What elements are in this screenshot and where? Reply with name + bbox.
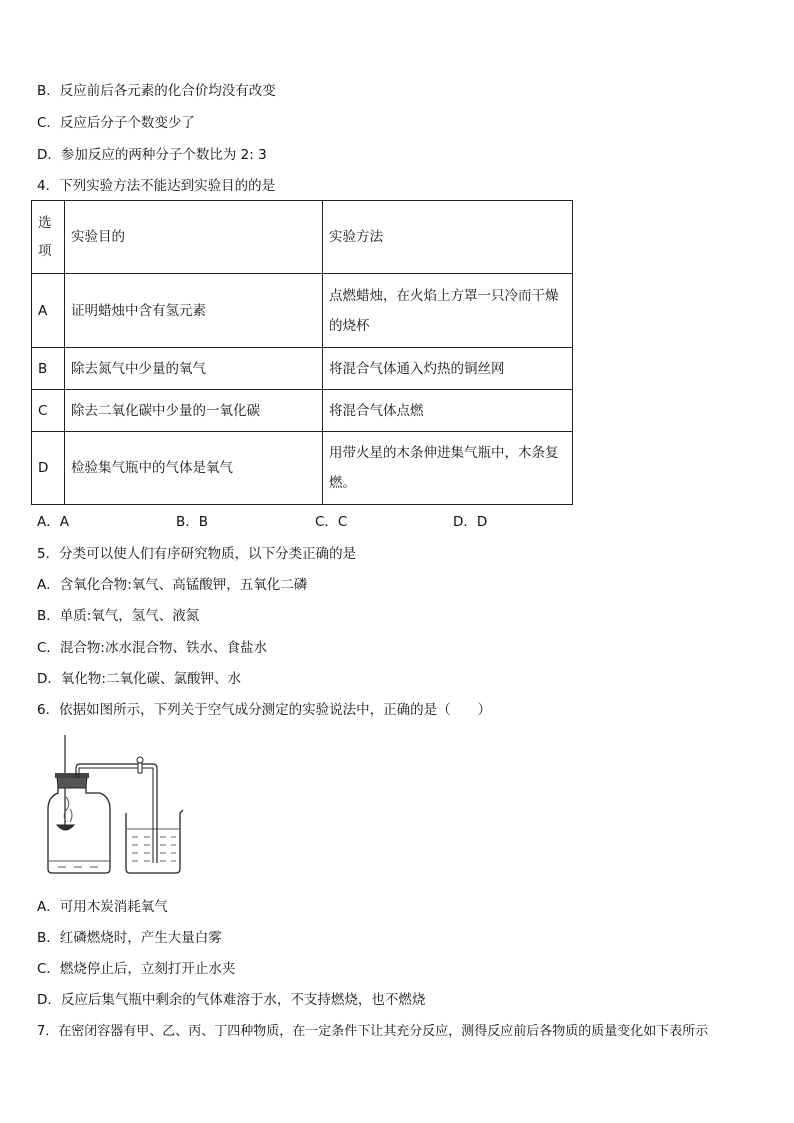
- q3-option-c: C．反应后分子个数变少了: [37, 115, 195, 131]
- q4-answer-b: B．B: [176, 514, 209, 530]
- q7-stem: 7．在密闭容器有甲、乙、丙、丁四种物质，在一定条件下让其充分反应，测得反应前后各物质的质量变化如下表所示: [37, 1024, 709, 1039]
- q5-option-c: C．混合物:冰水混合物、铁水、食盐水: [37, 640, 267, 656]
- row-option: B: [32, 348, 65, 390]
- glass-tube: [76, 764, 157, 863]
- air-composition-apparatus-figure: [40, 733, 200, 878]
- table-header-row: [32, 201, 573, 274]
- row-method-line2: 燃。: [329, 475, 356, 491]
- q3-option-b: B．反应前后各元素的化合价均没有改变: [37, 83, 276, 99]
- table-row: [32, 348, 573, 390]
- q5-option-a: A．含氧化合物:氧气、高锰酸钾，五氧化二磷: [37, 577, 308, 593]
- beaker-water: [132, 837, 176, 861]
- q6-stem: 6．依据如图所示，下列关于空气成分测定的实验说法中，正确的是（ ）: [37, 702, 492, 718]
- row-method: 将混合气体通入灼热的铜丝网: [323, 348, 573, 390]
- row-goal: 除去氮气中少量的氧气: [65, 348, 323, 390]
- row-method: [323, 432, 573, 505]
- q5-option-b: B．单质:氧气，氢气、液氮: [37, 608, 200, 624]
- q5-option-d: D．氧化物:二氧化碳、氯酸钾、水: [37, 671, 241, 687]
- gas-collecting-bottle: [48, 788, 110, 873]
- q3-option-d: D．参加反应的两种分子个数比为 2: 3: [37, 147, 267, 163]
- row-method-line2: 的烧杯: [329, 317, 370, 334]
- header-option-cell: [32, 201, 65, 274]
- row-goal: 除去二氧化碳中少量的一氧化碳: [65, 390, 323, 432]
- q4-table: [31, 200, 573, 505]
- q4-answer-a: A．A: [37, 514, 69, 530]
- q6-option-a: A．可用木炭消耗氧气: [37, 899, 168, 915]
- header-option-text: 选项: [38, 215, 52, 259]
- row-option: C: [32, 390, 65, 432]
- q6-option-c: C．燃烧停止后，立刻打开止水夹: [37, 961, 236, 977]
- row-method-line1: 用带火星的木条伸进集气瓶中，木条复: [329, 445, 559, 461]
- q6-option-b: B．红磷燃烧时，产生大量白雾: [37, 930, 222, 946]
- header-goal-cell: 实验目的: [65, 201, 323, 274]
- row-goal: 证明蜡烛中含有氢元素: [65, 274, 323, 348]
- row-method: [323, 274, 573, 348]
- row-option: A: [32, 274, 65, 348]
- combustion-spoon: [57, 825, 74, 830]
- stopper-top: [55, 773, 89, 778]
- table-row: [32, 274, 573, 348]
- row-goal: 检验集气瓶中的气体是氧气: [65, 432, 323, 505]
- row-option: D: [32, 432, 65, 505]
- table-row: [32, 432, 573, 505]
- q4-answer-d: D．D: [453, 514, 488, 530]
- beaker: [126, 810, 183, 873]
- q4-stem: 4．下列实验方法不能达到实验目的的是: [37, 178, 276, 194]
- q6-option-d: D．反应后集气瓶中剩余的气体难溶于水，不支持燃烧，也不燃烧: [37, 992, 426, 1008]
- header-method-cell: 实验方法: [323, 201, 573, 274]
- q5-stem: 5．分类可以使人们有序研究物质，以下分类正确的是: [37, 546, 357, 562]
- row-method: 将混合气体点燃: [323, 390, 573, 432]
- row-method-line1: 点燃蜡烛，在火焰上方罩一只冷而干燥: [329, 287, 559, 304]
- q4-answer-c: C．C: [315, 514, 348, 530]
- table-row: [32, 390, 573, 432]
